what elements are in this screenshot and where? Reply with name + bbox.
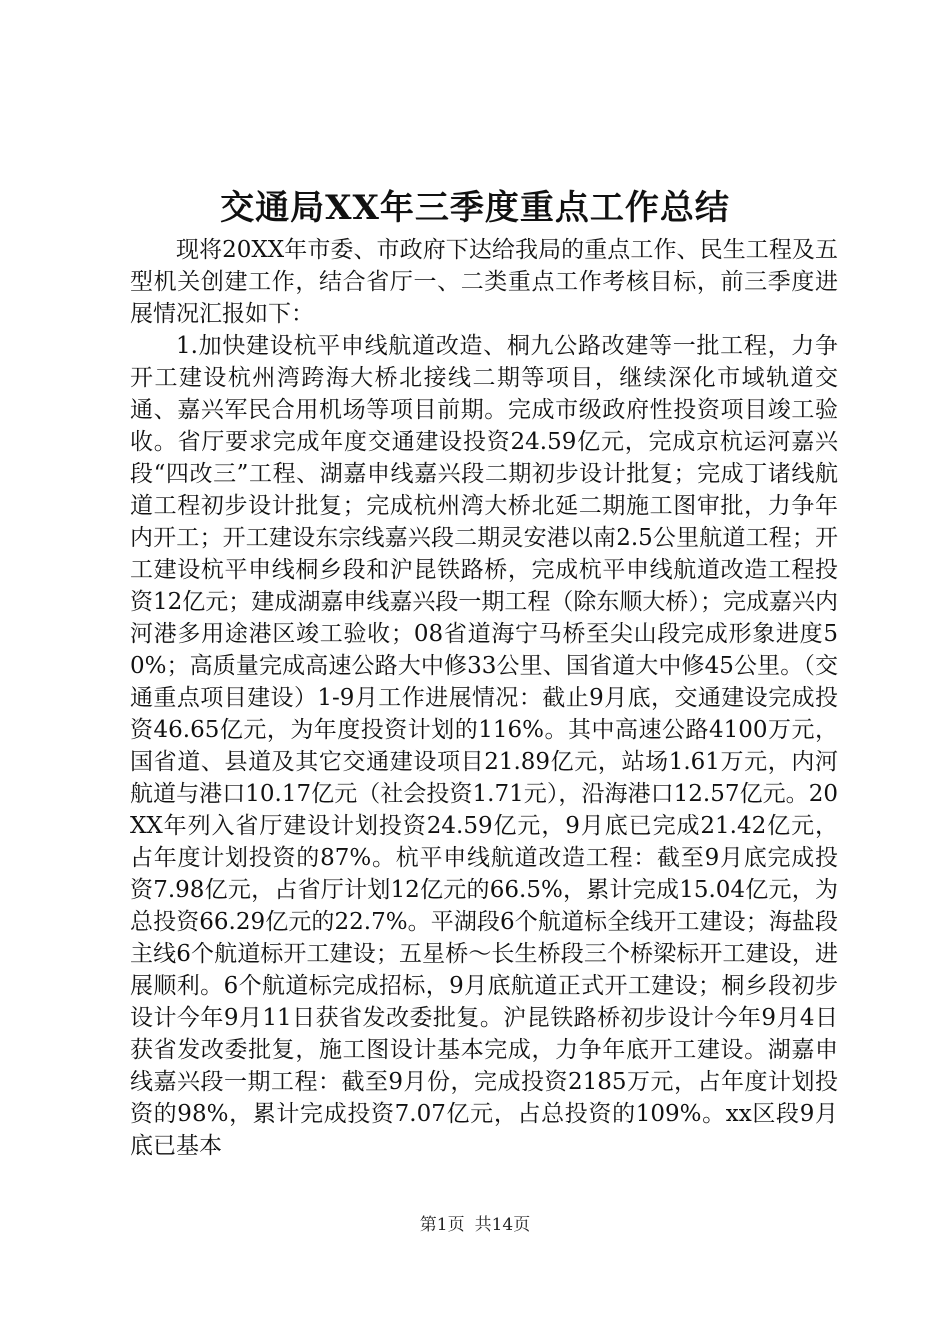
paragraph-intro: 现将20XX年市委、市政府下达给我局的重点工作、民生工程及五型机关创建工作，结合省厅一、二类重点工作考核目标，前三季度进展情况汇报如下：	[130, 237, 838, 327]
page-footer	[0, 1214, 950, 1236]
page-total: 共14页	[474, 1215, 531, 1235]
page-number: 第1页	[419, 1215, 465, 1235]
document-title: 交通局XX年三季度重点工作总结	[220, 188, 730, 228]
document-body	[130, 234, 838, 1162]
paragraph-item-1: 1.加快建设杭平申线航道改造、桐九公路改建等一批工程，力争开工建设杭州湾跨海大桥北接线二期等项目，继续深化市域轨道交通、嘉兴军民合用机场等项目前期。完成市级政府性投资项目竣工验收。省厅要求完成年度交通建设投资24.59亿元，完成京杭运河嘉兴段“四改三”工程、湖嘉申线嘉兴段二期初步设计批复；完成丁诸线航道工程初步设计批复；完成杭州湾大桥北延二期施工图审批，力争年内开工；开工建设东宗线嘉兴段二期灵安港以南2.5公里航道工程；开工建设杭平申线桐乡段和沪昆铁路桥，完成杭平申线航道改造工程投资12亿元；建成湖嘉申线嘉兴段一期工程（除东顺大桥）；完成嘉兴内河港多用途港区竣工验收；08省道海宁马桥至尖山段完成形象进度50%；高质量完成高速公路大中修33公里、国省道大中修45公里。（交通重点项目建设）1-9月工作进展情况：截止9月底，交通建设完成投资46.65亿元，为年度投资计划的116%。其中高速公路4100万元，国省道、县道及其它交通建设项目21.89亿元，站场1.61万元，内河航道与港口10.17亿元（社会投资1.71元），沿海港口12.57亿元。20XX年列入省厅建设计划投资24.59亿元，9月底已完成21.42亿元，占年度计划投资的87%。杭平申线航道改造工程：截至9月底完成投资7.98亿元，占省厅计划12亿元的66.5%，累计完成15.04亿元，为总投资66.29亿元的22.7%。平湖段6个航道标全线开工建设；海盐段主线6个航道标开工建设；五星桥～长生桥段三个桥梁标开工建设，进展顺利。6个航道标完成招标，9月底航道正式开工建设；桐乡段初步设计今年9月11日获省发改委批复。沪昆铁路桥初步设计今年9月4日获省发改委批复，施工图设计基本完成，力争年底开工建设。湖嘉申线嘉兴段一期工程：截至9月份，完成投资2185万元，占年度计划投资的98%，累计完成投资7.07亿元，占总投资的109%。xx区段9月底已基本	[130, 333, 838, 1159]
